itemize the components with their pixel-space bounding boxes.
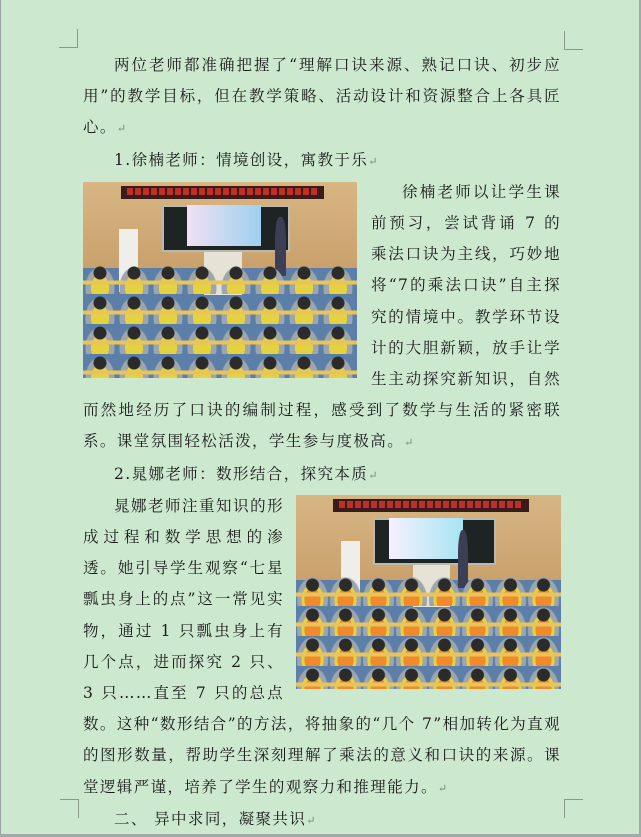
intro-text: 两位老师都准确把握了“理解口诀来源、熟记口诀、初步应用”的教学目标，但在教学策略、活动设计和资源整合上各具匠心。: [83, 56, 561, 137]
section-heading-xu-nan[interactable]: [83, 145, 561, 177]
paragraph-mark-icon: ↵: [116, 122, 127, 136]
intro-paragraph[interactable]: [83, 50, 561, 145]
photo-screen: [389, 518, 463, 559]
section-heading-text: 2.晁娜老师：数形结合，探究本质: [114, 464, 369, 483]
section-heading-text: 1.徐楠老师：情境创设，寓教于乐: [114, 150, 369, 169]
photo-screen: [187, 205, 261, 246]
section-heading-chao-na[interactable]: [83, 459, 561, 491]
classroom-photo-xu-nan[interactable]: [83, 182, 357, 378]
paragraph-mark-icon: ↵: [437, 781, 448, 795]
section2-text: 晁娜老师注重知识的形成过程和数学思想的渗透。她引导学生观察“七星瓢虫身上的点”这一常见实物，通过 1 只瓢虫身上有几个点，进而探究 2 只、3 只……直至 7 只的总点数。这种“数形结合”的方法，将抽象的“几个 7”相加转化为直观的图形数量，帮助学生深刻理解了乘法的意义和口诀的来源。课堂逻辑严谨，培养了学生的观察力和推理能力。: [83, 496, 561, 796]
paragraph-mark-icon: ↵: [306, 813, 316, 827]
paragraph-mark-icon: ↵: [404, 436, 414, 450]
document-body[interactable]: [83, 50, 561, 836]
paragraph-mark-icon: ↵: [368, 154, 378, 168]
banner-text: [339, 501, 523, 508]
photo-students: [83, 264, 357, 378]
photo-banner: [333, 499, 529, 513]
banner-text: [127, 188, 318, 195]
margin-corner-top-left: [59, 29, 78, 48]
paragraph-mark-icon: ↵: [368, 468, 378, 482]
margin-corner-top-right: [564, 31, 583, 50]
classroom-photo-chao-na[interactable]: [296, 495, 561, 689]
section-heading-text: 二、 异中求同，凝聚共识: [114, 809, 307, 828]
section-heading-common-ground[interactable]: [83, 804, 561, 836]
photo-students: [296, 576, 561, 689]
photo-banner: [121, 186, 324, 200]
margin-corner-bottom-left: [60, 799, 79, 818]
margin-corner-bottom-right: [564, 799, 583, 818]
section1-text: 徐楠老师以让学生课前预习，尝试背诵 7 的乘法口诀为主线，巧妙地将“7的乘法口诀”自主探究的情境中。教学环节设计的大胆新颖，放手让学生主动探究新知识，自然而然地经历了口诀的编制过程，感受到了数学与生活的紧密联系。课堂氛围轻松活泼，学生参与度极高。: [83, 182, 561, 451]
